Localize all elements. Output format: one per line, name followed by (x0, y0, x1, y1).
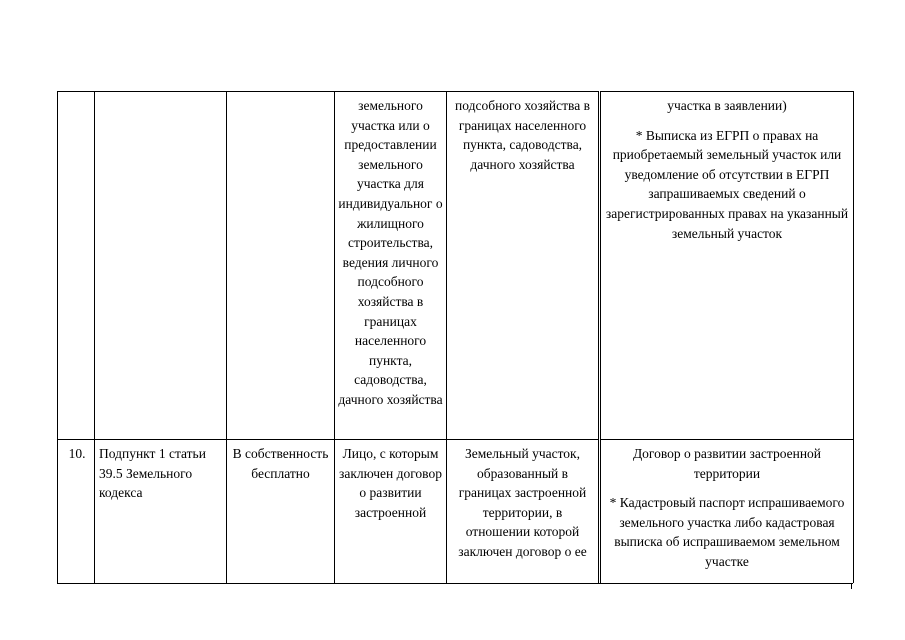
document-table (57, 91, 854, 583)
table-bottom-tick (851, 583, 852, 589)
applicant-cell: Лицо, с которым заключен договор о развитии застроенной (335, 440, 447, 583)
table-row (58, 92, 854, 440)
documents-paragraph: * Кадастровый паспорт испрашиваемого земельного участка либо кадастровая выписка об испрашиваемом земельном участке (609, 495, 845, 569)
documents-paragraph: Договор о развитии застроенной территории (632, 446, 822, 481)
right-type-cell (227, 92, 335, 440)
documents-cell (600, 440, 854, 583)
applicant-cell: земельного участка или о предоставлении земельного участка для индивидуальног о жилищного строительства, ведения личного подсобного хозяйства в границах населенного пункта, садоводства, дачного хозяйства (335, 92, 447, 440)
table-bottom-rule (57, 583, 853, 584)
documents-cell (600, 92, 854, 440)
land-plot-cell: подсобного хозяйства в границах населенного пункта, садоводства, дачного хозяйства (447, 92, 600, 440)
row-number-cell: 10. (58, 440, 95, 583)
table-row (58, 440, 854, 583)
right-type-cell: В собственность бесплатно (227, 440, 335, 583)
documents-paragraph: * Выписка из ЕГРП о правах на приобретаемый земельный участок или уведомление об отсутствии в ЕГРП запрашиваемых сведений о зарегистрированных правах на указанный земельный участок (605, 127, 849, 241)
legal-basis-cell (95, 92, 227, 440)
row-number-cell (58, 92, 95, 440)
land-plot-cell: Земельный участок, образованный в границах застроенной территории, в отношении которой заключен договор о ее (447, 440, 600, 583)
documents-paragraph: участка в заявлении) (667, 98, 787, 113)
legal-basis-cell: Подпункт 1 статьи 39.5 Земельного кодекса (95, 440, 227, 583)
